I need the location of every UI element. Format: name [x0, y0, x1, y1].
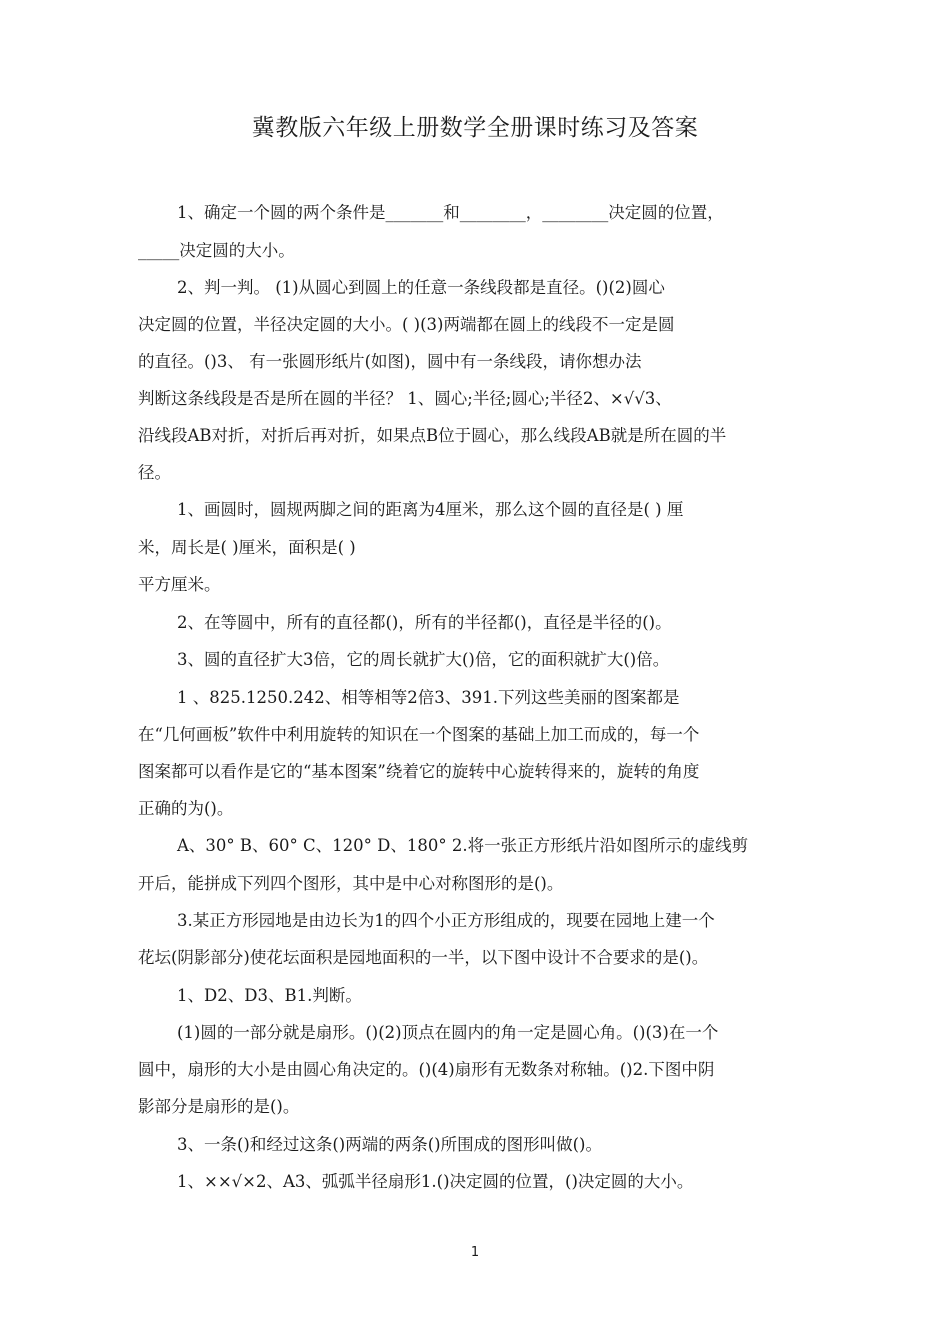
- text-line: 3、一条()和经过这条()两端的两条()所围成的图形叫做()。: [177, 1135, 602, 1154]
- text-line: 花坛(阴影部分)使花坛面积是园地面积的一半，以下图中设计不合要求的是()。: [138, 948, 709, 967]
- text-line: 圆中，扇形的大小是由圆心角决定的。()(4)扇形有无数条对称轴。()2.下图中阴: [138, 1060, 715, 1079]
- text-line: 2、在等圆中，所有的直径都()，所有的半径都()，直径是半径的()。: [177, 613, 672, 632]
- text-line: 1 、825.1250.242、相等相等2倍3、391.下列这些美丽的图案都是: [177, 688, 680, 707]
- text-line: 1、确定一个圆的两个条件是_______和________，________决定圆的位置，: [177, 203, 724, 222]
- text-line: 沿线段AB对折，对折后再对折，如果点B位于圆心，那么线段AB就是所在圆的半: [138, 426, 727, 445]
- text-line: (1)圆的一部分就是扇形。()(2)顶点在圆内的角一定是圆心角。()(3)在一个: [177, 1023, 719, 1042]
- text-line: 米，周长是( )厘米，面积是( ): [138, 538, 356, 557]
- text-line: 1、画圆时，圆规两脚之间的距离为4厘米，那么这个圆的直径是( ) 厘: [177, 500, 684, 519]
- text-line: 正确的为()。: [138, 799, 234, 818]
- text-line: 决定圆的位置，半径决定圆的大小。( )(3)两端都在圆上的线段不一定是圆: [138, 315, 675, 334]
- text-line: 图案都可以看作是它的“基本图案”绕着它的旋转中心旋转得来的，旋转的角度: [138, 762, 700, 781]
- text-line: 平方厘米。: [138, 575, 221, 594]
- document-title: 冀教版六年级上册数学全册课时练习及答案: [251, 115, 699, 141]
- text-line: 1、D2、D3、B1.判断。: [177, 986, 362, 1005]
- page-number: 1: [470, 1245, 480, 1260]
- text-line: 影部分是扇形的是()。: [138, 1097, 300, 1116]
- text-line: 的直径。()3、 有一张圆形纸片(如图)，圆中有一条线段，请你想办法: [138, 352, 642, 371]
- text-line: _____决定圆的大小。: [138, 241, 295, 260]
- text-line: 径。: [138, 463, 171, 482]
- text-line: 1、××√×2、A3、弧弧半径扇形1.()决定圆的位置，()决定圆的大小。: [177, 1172, 694, 1191]
- text-line: 判断这条线段是否是所在圆的半径？ 1、圆心;半径;圆心;半径2、×√√3、: [138, 389, 672, 408]
- text-line: 3、圆的直径扩大3倍，它的周长就扩大()倍，它的面积就扩大()倍。: [177, 650, 670, 669]
- text-line: 在“几何画板”软件中利用旋转的知识在一个图案的基础上加工而成的，每一个: [138, 725, 700, 744]
- text-line: 2、判一判。 (1)从圆心到圆上的任意一条线段都是直径。()(2)圆心: [177, 278, 665, 297]
- text-line: A、30° B、60° C、120° D、180° 2.将一张正方形纸片沿如图所示的虚线剪: [177, 836, 749, 855]
- text-line: 开后，能拼成下列四个图形，其中是中心对称图形的是()。: [138, 874, 564, 893]
- text-line: 3.某正方形园地是由边长为1的四个小正方形组成的，现要在园地上建一个: [177, 911, 715, 930]
